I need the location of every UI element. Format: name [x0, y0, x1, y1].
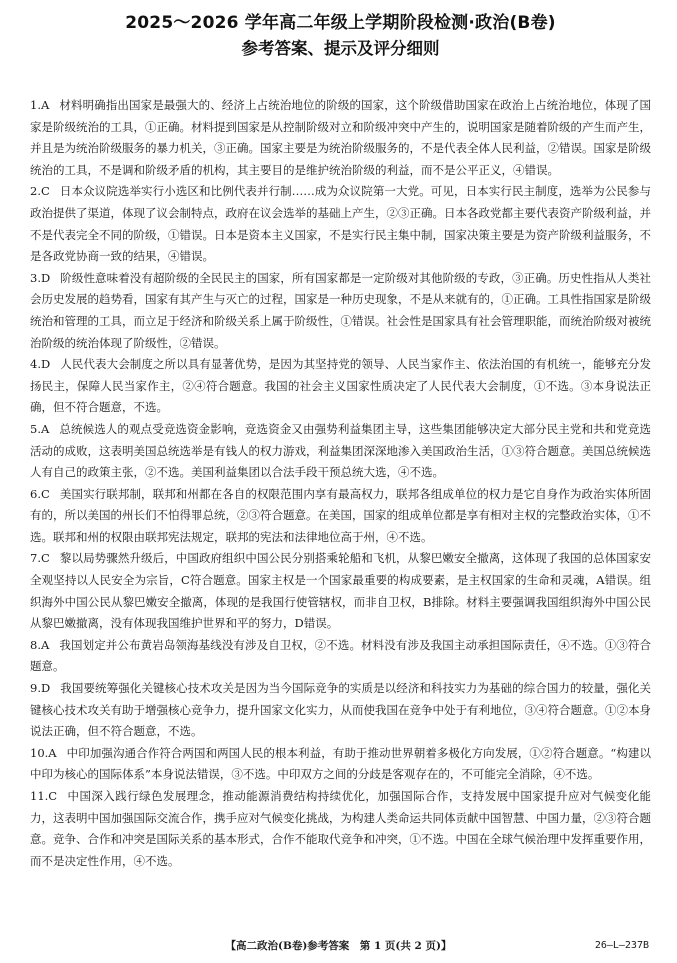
page-footer [0, 938, 677, 954]
answer-item [30, 95, 651, 181]
answer-item [30, 635, 651, 678]
answer-item [30, 181, 651, 267]
answer-key: A [48, 745, 57, 760]
footer-code: 26—L—237B [594, 940, 649, 951]
answer-number: 5. [30, 421, 41, 436]
footer-page-info: 【高二政治(B卷)参考答案 第 1 页(共 2 页)】 [225, 940, 452, 952]
answer-list [30, 95, 651, 872]
answer-item [30, 678, 651, 743]
answer-item [30, 268, 651, 354]
answer-explanation: 材料明确指出国家是最强大的、经济上占统治地位的阶级的国家，这个阶级借助国家在政治上占统治地位，体现了国家是阶级统治的工具，①正确。材料提到国家是从控制阶级对立和阶级冲突中产生的，说明国家是随着阶级的产生而产生，并且是为统治阶级服务的暴力机关，③正确。国家主要是为统治阶级服务的，不是代表全体人民利益，②错误。国家是阶级统治的工具，不是调和阶级矛盾的机构，其主要目的是维护统治阶级的利益，而不是公平正义，④错误。 [30, 98, 651, 177]
answer-number: 7. [30, 551, 41, 566]
answer-key: A [40, 421, 50, 436]
answer-number: 8. [30, 637, 41, 652]
answer-number: 6. [30, 486, 41, 501]
answer-key: C [40, 486, 50, 501]
answer-explanation: 我国要统筹强化关键核心技术攻关是因为当今国际竞争的实质是以经济和科技实力为基础的综合国力的较量，强化关键核心技术攻关有助于增强核心竞争力，提升国家文化实力，从而使我国在竞争中处于有利地位，③④符合题意。①②本身说法正确，但不符合题意，不选。 [30, 681, 651, 739]
answer-item [30, 786, 651, 872]
answer-number: 1. [30, 98, 41, 112]
answer-explanation: 日本众议院选举实行小选区和比例代表并行制……成为众议院第一大党。可见，日本实行民主制度，选举为公民参与政治提供了渠道，体现了议会制特点，政府在议会选举的基础上产生，②③正确。日本各政党都主要代表资产阶级利益，并不是代表完全不同的阶级，①错误。日本是资本主义国家，不是实行民主集中制，国家决策主要是为资产阶级利益服务，不是各政党协商一致的结果，④错误。 [30, 184, 651, 264]
answer-number: 2. [30, 184, 41, 199]
answer-number: 4. [30, 357, 41, 372]
answer-number: 9. [30, 681, 41, 696]
answer-explanation: 中印加强沟通合作符合两国和两国人民的根本利益，有助于推动世界朝着多极化方向发展，①②符合题意。“构建以中印为核心的国际体系”本身说法错误，③不选。中印双方之间的分歧是客观存在的，不可能完全消除，④不选。 [30, 745, 651, 782]
page-subtitle: 参考答案、提示及评分细则 [241, 39, 440, 58]
answer-key: A [40, 98, 50, 112]
answer-item [30, 419, 651, 484]
answer-explanation: 美国实行联邦制，联邦和州都在各自的权限范围内享有最高权力，联邦各组成单位的权力是它自身作为政治实体所固有的，所以美国的州长们不怕得罪总统，②③符合题意。在美国，国家的组成单位都是享有相对主权的完整政治实体，①不选。联邦和州的权限由联邦宪法规定，联邦的宪法和法律地位高于州，④不选。 [30, 486, 651, 544]
answer-explanation: 人民代表大会制度之所以具有显著优势，是因为其坚持党的领导、人民当家作主、依法治国的有机统一，能够充分发扬民主，保障人民当家作主，②④符合题意。我国的社会主义国家性质决定了人民代表大会制度，①不选。③本身说法正确，但不符合题意，不选。 [30, 357, 651, 415]
answer-key: C [48, 789, 58, 803]
answer-item [30, 743, 651, 786]
answer-key: D [40, 357, 51, 372]
answer-explanation: 阶级性意味着没有超阶级的全民民主的国家，所有国家都是一定阶级对其他阶级的专政，③正确。历史性指从人类社会历史发展的趋势看，国家有其产生与灭亡的过程，国家是一种历史现象，不是从来就有的，①正确。工具性指国家是阶级统治和管理的工具，而立足于经济和阶级关系上属于阶级性，①错误。社会性是国家具有社会管理职能，而统治阶级对被统治阶级的统治体现了阶级性，②错误。 [30, 270, 651, 350]
answer-number: 10. [30, 745, 49, 760]
answer-explanation: 黎以局势骤然升级后，中国政府组织中国公民分别搭乘轮船和飞机，从黎巴嫩安全撤离，这体现了我国的总体国家安全观坚持以人民安全为宗旨，C符合题意。国家主权是一个国家最重要的构成要素，是主权国家的生命和灵魂，A错误。组织海外中国公民从黎巴嫩安全撤离，体现的是我国行使管辖权，而非自卫权，B排除。材料主要强调我国组织海外中国公民从黎巴嫩撤离，没有体现我国维护世界和平的努力，D错误。 [30, 551, 651, 631]
answer-item [30, 548, 651, 634]
answer-number: 3. [30, 270, 41, 285]
answer-explanation: 中国深入践行绿色发展理念，推动能源消费结构持续优化，加强国际合作，支持发展中国家提升应对气候变化能力，这表明中国加强国际交流合作，携手应对气候变化挑战，为构建人类命运共同体贡献中国智慧、中国力量，②③符合题意。竞争、合作和冲突是国际关系的基本形式，合作不能取代竞争和冲突，①不选。中国在全球气候治理中发挥重要作用，而不是决定性作用，④不选。 [30, 789, 651, 868]
answer-explanation: 我国划定并公布黄岩岛领海基线没有涉及自卫权，②不选。材料没有涉及我国主动承担国际责任，④不选。①③符合题意。 [30, 637, 651, 674]
answer-key: C [40, 184, 50, 199]
answer-key: A [40, 637, 50, 652]
answer-key: C [40, 551, 50, 566]
answer-key: D [40, 681, 51, 696]
page-title: 2025～2026 学年高二年级上学期阶段检测·政治(B卷) [125, 13, 556, 33]
answer-number: 11. [30, 789, 49, 803]
answer-key: D [40, 270, 51, 285]
answer-explanation: 总统候选人的观点受竞选资金影响，竞选资金又由强势利益集团主导，这些集团能够决定大部分民主党和共和党竞选活动的成败，这表明美国总统选举是有钱人的权力游戏，利益集团深深地渗入美国政治生活，①③符合题意。美国总统候选人有自己的政策主张，②不选。美国利益集团以合法手段干预总统大选，④不选。 [30, 421, 651, 480]
answer-item [30, 354, 651, 419]
answer-item [30, 484, 651, 549]
